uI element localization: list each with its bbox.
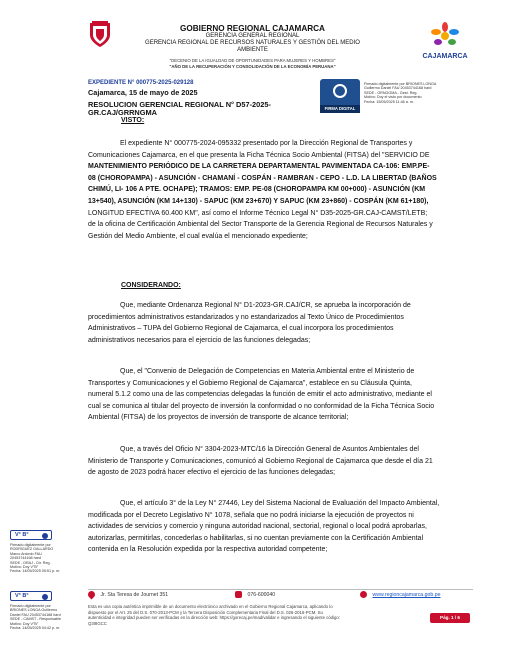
- vb1-line: RODRIGUEZ GALLARDO: [10, 547, 54, 552]
- resolution-title-line-2: GR.CAJ/GRRNGMA: [88, 108, 157, 118]
- cajamarca-wordmark: CAJAMARCA: [422, 53, 468, 60]
- digital-signature-details-top: [364, 82, 484, 104]
- check-circle-icon: [42, 533, 48, 539]
- considerando-paragraph-4: [88, 498, 468, 556]
- footer-phone: [235, 591, 275, 598]
- org-name: GOBIERNO REGIONAL CAJAMARCA: [180, 24, 325, 33]
- vb-stamp-1: [10, 530, 80, 574]
- address-text: Jr. Sta Teresa de Journet 351: [100, 591, 169, 598]
- footer-divider: [88, 589, 473, 590]
- seal-ring-icon: [333, 84, 347, 98]
- para2-line-4: Ambiental (FITSA) de los proyectos de inversión de transporte de alcance territorial;: [88, 414, 349, 422]
- considerando-paragraph-1: [88, 300, 468, 346]
- sig-line: Firmado digitalmente por BRIONES LONGA: [364, 82, 437, 86]
- vb1-line: Fecha: 14/05/2025 05:51 p. m.: [10, 569, 61, 574]
- vb-badge-label: V° B°: [15, 593, 29, 599]
- para1-line-2: Administrativos – TUPA del Gobierno Regional de Cajamarca, el cual incorpora los procedimientos: [88, 325, 394, 333]
- sig-line: Guillermo Daniel FAU 20453744168 hard: [364, 86, 432, 91]
- disclaimer-line: autenticidad e integridad pueden ser verificadas en la dirección web: https://gorecaj.pe/mad/validar e ingresando el siguiente código:: [88, 615, 341, 621]
- phone-text: 076-600040: [247, 591, 276, 598]
- sig-line: SEDE - GRNGGMA - Gest. Reg.: [364, 90, 418, 95]
- footer-address: [88, 591, 168, 598]
- map-pin-icon: [87, 590, 97, 600]
- vb2-line: Firmado digitalmente por: [10, 604, 51, 608]
- sig-line: Motivo: Doy el visto por documento: [364, 95, 422, 100]
- decade-motto: "DECENIO DE LA IGUALDAD DE OPORTUNIDADES PARA MUJERES Y HOMBRES": [169, 58, 336, 63]
- para2-line-3: cual se comunica al titular del proyecto de inversión la conformidad o no conformidad de la Ficha Técnica Socio: [88, 402, 435, 410]
- org-sub-2: GERENCIA REGIONAL DE RECURSOS NATURALES Y GESTIÓN DEL MEDIO: [145, 40, 360, 46]
- visto-line-5: 13+540), ASUNCIÓN (KM 14+130) - SAPUC (KM 23+670) Y SAPUC (KM 23+860) - COSPÁN (KM 61+180),: [88, 197, 429, 205]
- disclaimer-line: dispuesto por el Art. 25 del D.S. 070-2013-PCM y la Tercera Disposición Complementaria Final del D.S. 026-2016-PCM. Su: [88, 609, 323, 615]
- visto-line-6: LONGITUD EFECTIVA 60.400 KM", así como el Informe Técnico Legal N° D35-2025-GR.CAJ-CAMST/LETB;: [88, 209, 428, 217]
- vb-details-2: [10, 604, 80, 630]
- cajamarca-flower-icon: [420, 22, 470, 52]
- vb-badge-1: [10, 530, 52, 540]
- visto-line-3: 08 (CHOROPAMPA) - ASUNCIÓN - CHAMANÍ - COSPÁN - RAMBRAN - CEPO - L.D. LA LIBERTAD (BAÑOS: [88, 174, 437, 182]
- para4-line-2: actividades de servicios y comercio y ninguna autoridad nacional, sectorial, regional o local podrá aprobarlas,: [88, 523, 427, 531]
- visto-line-7: de la oficina de Certificación Ambiental del Sector Transporte de la Gerencia Regional de Recursos Naturales y: [88, 221, 433, 229]
- digital-signature-badge: [320, 79, 360, 113]
- expediente-number: EXPEDIENTE N° 000775-2025-029128: [88, 80, 194, 86]
- phone-icon: [235, 591, 242, 598]
- vb1-line: Marco Antonio FAU: [10, 551, 42, 556]
- para4-line-1: modificada por el Decreto Legislativo N° 1078, señala que no podrá iniciarse la ejecución de proyectos ni: [88, 511, 414, 519]
- para1-line-0: Que, mediante Ordenanza Regional N° D1-2023-GR.CAJ/CR, se aprueba la incorporación de: [120, 302, 411, 309]
- verification-code: Q3I8GCC: [88, 620, 107, 626]
- considerando-heading: CONSIDERANDO:: [121, 282, 181, 289]
- cajamarca-logo: [420, 22, 470, 64]
- para4-line-3: autorizarlas, permitirlas, concederlas o habilitarlas, si no cuentan previamente con la Certificación Ambiental: [88, 534, 423, 542]
- visto-heading: VISTO:: [121, 117, 145, 124]
- place-date: Cajamarca, 15 de mayo de 2025: [88, 88, 198, 97]
- page-number: Pág. 1 / 6: [440, 615, 460, 620]
- para4-line-4: contenida en la Resolución expedida por la respectiva autoridad competente;: [88, 546, 328, 554]
- vb2-line: BRIONES LONGA Guillermo: [10, 608, 58, 613]
- vb2-line: Motivo: Doy V°B°: [10, 621, 39, 626]
- sig-line: Fecha: 15/05/2025 11:46 a. m.: [364, 99, 414, 104]
- para3-line-1: Ministerio de Transporte y Comunicaciones, comunicó al Gobierno Regional de Cajamarca que desde el día 21: [88, 457, 433, 465]
- website-link[interactable]: www.regioncajamarca.gob.pe: [372, 591, 441, 598]
- signature-seal: [320, 79, 360, 105]
- vb-badge-label: V° B°: [15, 532, 29, 538]
- vb1-line: 20453744168 hard: [10, 556, 41, 561]
- para2-line-0: Que, el "Convenio de Delegación de Competencias en Materia Ambiental entre el Ministerio de: [120, 368, 415, 375]
- firma-digital-label: FIRMA DIGITAL: [320, 105, 360, 113]
- visto-line-2: MANTENIMIENTO PERIÓDICO DE LA CARRETERA DEPARTAMENTAL PAVIMENTADA CA-106: EMP.PE-: [88, 163, 430, 171]
- para2-line-1: Transportes y Comunicaciones y el Gobierno Regional de Cajamarca", establece en su Cláusula Quinta,: [88, 379, 413, 387]
- para1-line-3: administrativos necesarios para el ejercicio de las funciones delegadas;: [88, 336, 311, 344]
- resolution-title: [88, 101, 271, 118]
- check-circle-icon: [42, 594, 48, 600]
- resolution-title-line-1: RESOLUCION GERENCIAL REGIONAL N° D57-2025-: [88, 100, 271, 109]
- considerando-paragraph-3: [88, 444, 468, 479]
- vb1-line: SEDE - DRAJ - Dir. Reg.: [10, 560, 51, 565]
- visto-line-1: Comunicaciones Cajamarca, en el que presenta la Ficha Técnica Socio Ambiental (FITSA) del "SERVICIO DE: [88, 151, 430, 159]
- footer-disclaimer: [88, 604, 428, 626]
- visto-line-4: CHIMÚ, LI- 106 A PTE. OCHAPE); TRAMOS: EMP. PE-08 (CHOROPAMPA KM 00+000) - ASUNCIÓN (KM: [88, 186, 426, 194]
- para4-line-0: Que, el artículo 3° de la Ley N° 27446, Ley del Sistema Nacional de Evaluación del Impacto Ambiental,: [120, 500, 440, 507]
- para3-line-0: Que, a través del Oficio N° 3304-2023-MTC/16 la Dirección General de Asuntos Ambientales del: [120, 446, 419, 453]
- vb-details-1: [10, 543, 80, 574]
- org-sub-1: GERENCIA GENERAL REGIONAL: [205, 33, 300, 39]
- considerando-paragraph-2: [88, 366, 468, 424]
- visto-line-8: Gestión del Medio Ambiente, el cual evalúa el mencionado expediente;: [88, 232, 308, 240]
- vb2-line: Daniel FAU 20453744168 hard: [10, 612, 61, 617]
- vb2-line: Fecha: 14/05/2025 04:42 p. m.: [10, 626, 61, 631]
- para3-line-2: de agosto de 2023 podrá hacer efectivo el ejercicio de las funciones delegadas;: [88, 469, 336, 477]
- year-motto: "AÑO DE LA RECUPERACIÓN Y CONSOLIDACIÓN DE LA ECONOMÍA PERUANA": [169, 64, 336, 69]
- vb-stamp-2: [10, 591, 80, 630]
- footer-web: [360, 591, 441, 598]
- globe-icon: [360, 591, 367, 598]
- vb1-line: Motivo: Doy V°B°: [10, 565, 39, 570]
- org-sub-3: AMBIENTE: [237, 47, 268, 53]
- vb1-line: Firmado digitalmente por: [10, 543, 51, 547]
- vb-badge-2: [10, 591, 52, 601]
- visto-line-0: El expediente N° 000775-2024-095332 presentado por la Dirección Regional de Transportes y: [120, 140, 413, 147]
- para1-line-1: procedimientos administrativos estandarizados y no estandarizados al Texto Único de Procedimientos: [88, 313, 404, 321]
- page-number-badge: [430, 613, 470, 623]
- vb2-line: SEDE - CAMST - Responsable: [10, 617, 61, 622]
- para2-line-2: numeral 5.1.2 como una de las competencias delegadas la función de emitir el acto administrativo, mediante el: [88, 391, 432, 399]
- visto-paragraph: [88, 138, 468, 242]
- disclaimer-line: Esta es una copia auténtica imprimible de un documento electrónico archivado en el Gobierno Regional Cajamarca, aplicando lo: [88, 604, 333, 609]
